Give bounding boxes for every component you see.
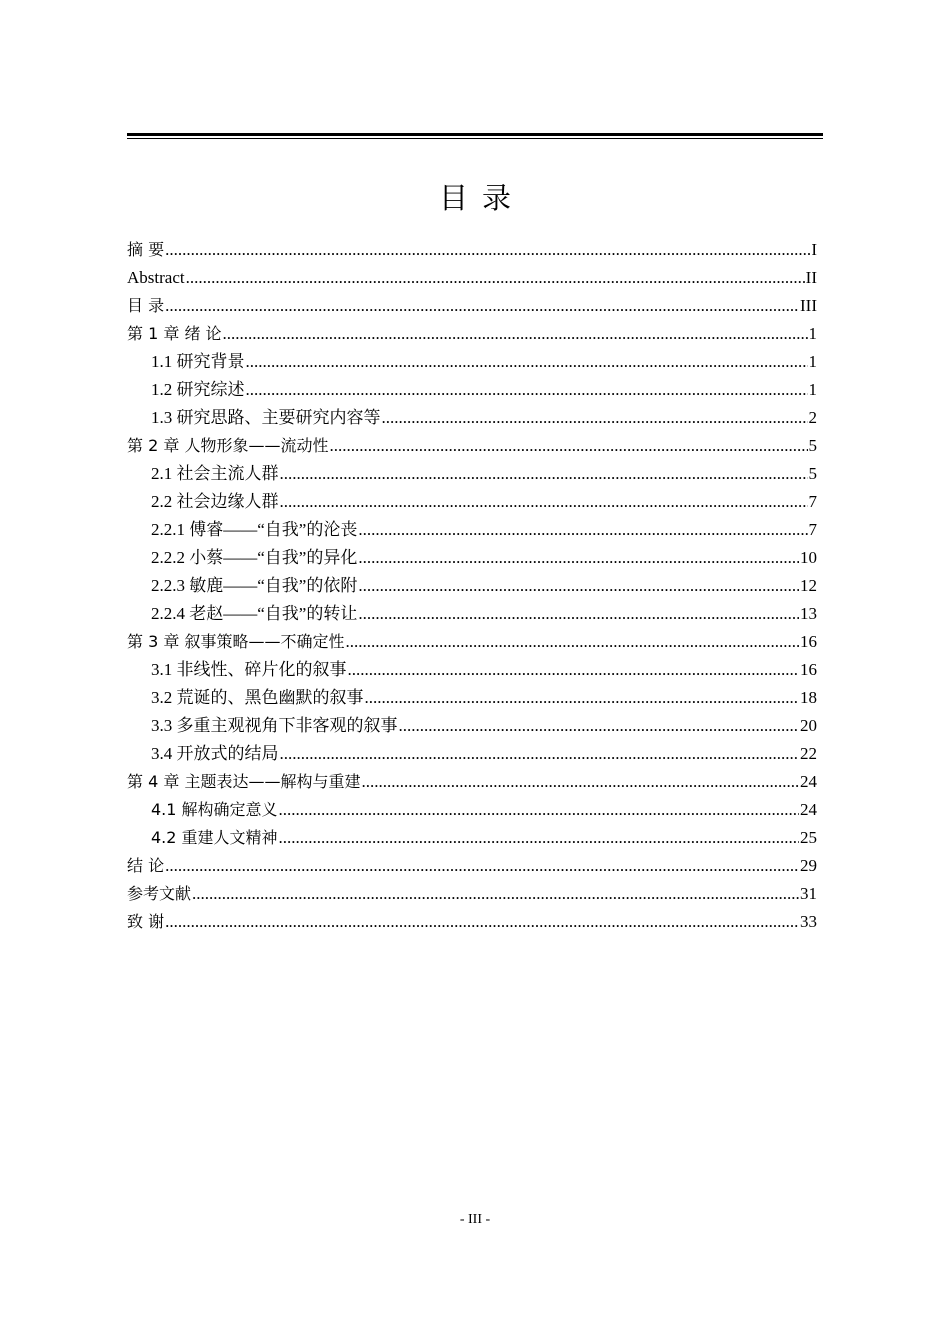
toc-entry[interactable] — [127, 404, 817, 432]
toc-entry-page-number: 22 — [800, 744, 817, 763]
toc-entry[interactable] — [127, 516, 817, 544]
toc-entry-label: 参考文献 — [127, 884, 192, 903]
toc-dot-leader — [382, 404, 808, 432]
toc-entry-label: 4.1 解构确定意义 — [151, 800, 278, 819]
toc-dot-leader — [348, 656, 800, 684]
toc-entry[interactable] — [127, 544, 817, 572]
toc-entry-label: 1.2 研究综述 — [151, 380, 245, 399]
toc-entry[interactable] — [127, 376, 817, 404]
toc-entry[interactable] — [127, 740, 817, 768]
toc-entry[interactable] — [127, 880, 817, 908]
toc-entry-label: 第 2 章 人物形象——流动性 — [127, 436, 329, 455]
toc-entry[interactable] — [127, 292, 817, 320]
toc-entry-page-number: 33 — [800, 912, 817, 931]
toc-entry[interactable] — [127, 432, 817, 460]
toc-entry[interactable] — [127, 320, 817, 348]
toc-dot-leader — [165, 236, 810, 264]
toc-dot-leader — [186, 264, 805, 292]
toc-entry[interactable] — [127, 656, 817, 684]
toc-entry-label: 4.2 重建人文精神 — [151, 828, 278, 847]
toc-entry[interactable] — [127, 572, 817, 600]
toc-entry-label: 3.3 多重主观视角下非客观的叙事 — [151, 716, 398, 735]
toc-dot-leader — [279, 796, 799, 824]
toc-entry[interactable] — [127, 824, 817, 852]
toc-dot-leader — [223, 320, 808, 348]
toc-entry[interactable] — [127, 460, 817, 488]
toc-dot-leader — [361, 768, 799, 796]
toc-entry-label: 第 4 章 主题表达——解构与重建 — [127, 772, 361, 791]
toc-entry-label: 目 录 — [127, 296, 165, 315]
toc-entry-page-number: 29 — [800, 856, 817, 875]
toc-entry-page-number: 25 — [800, 828, 817, 847]
toc-entry-label: 结 论 — [127, 856, 165, 875]
toc-dot-leader — [280, 740, 800, 768]
toc-dot-leader — [358, 516, 807, 544]
toc-entry[interactable] — [127, 488, 817, 516]
toc-dot-leader — [246, 376, 808, 404]
toc-entry-label: 摘 要 — [127, 240, 165, 259]
toc-entry-label: 致 谢 — [127, 912, 165, 931]
toc-entry[interactable] — [127, 236, 817, 264]
toc-entry[interactable] — [127, 712, 817, 740]
toc-dot-leader — [399, 712, 800, 740]
toc-dot-leader — [329, 432, 807, 460]
toc-entry[interactable] — [127, 908, 817, 936]
toc-dot-leader — [365, 684, 800, 712]
toc-entry-page-number: 1 — [808, 352, 817, 371]
toc-entry-label: 2.2.1 傅睿——“自我”的沦丧 — [151, 520, 358, 539]
toc-entry-page-number: 24 — [800, 800, 817, 819]
page-number-footer: - III - — [459, 1212, 491, 1227]
toc-entry[interactable] — [127, 348, 817, 376]
toc-entry-page-number: 7 — [808, 492, 817, 511]
toc-entry-page-number: III — [800, 296, 817, 315]
toc-entry-page-number: II — [805, 268, 817, 287]
toc-entry[interactable] — [127, 628, 817, 656]
toc-entry[interactable] — [127, 796, 817, 824]
toc-dot-leader — [165, 852, 799, 880]
toc-entry-page-number: 2 — [808, 408, 817, 427]
toc-entry-label: 2.2 社会边缘人群 — [151, 492, 279, 511]
toc-entry[interactable] — [127, 852, 817, 880]
toc-entry-label: 第 1 章 绪 论 — [127, 324, 222, 343]
toc-dot-leader — [165, 908, 799, 936]
toc-entry-page-number: 13 — [800, 604, 817, 623]
toc-entry-page-number: I — [811, 240, 817, 259]
toc-dot-leader — [246, 348, 808, 376]
toc-entry-label: 1.3 研究思路、主要研究内容等 — [151, 408, 381, 427]
toc-dot-leader — [358, 600, 799, 628]
toc-entry-label: 3.2 荒诞的、黑色幽默的叙事 — [151, 688, 364, 707]
toc-entry[interactable] — [127, 768, 817, 796]
header-rule-thin — [127, 138, 823, 139]
toc-entry[interactable] — [127, 600, 817, 628]
toc-entry-label: 1.1 研究背景 — [151, 352, 245, 371]
toc-entry-page-number: 1 — [808, 324, 817, 343]
toc-entry-label: 3.4 开放式的结局 — [151, 744, 279, 763]
toc-dot-leader — [192, 880, 799, 908]
toc-entry-page-number: 7 — [808, 520, 817, 539]
toc-entry-label: 2.2.3 敏鹿——“自我”的依附 — [151, 576, 358, 595]
toc-dot-leader — [165, 292, 799, 320]
toc-dot-leader — [358, 544, 799, 572]
toc-entry-label: 3.1 非线性、碎片化的叙事 — [151, 660, 347, 679]
toc-dot-leader — [280, 460, 808, 488]
toc-entry-page-number: 5 — [808, 464, 817, 483]
toc-dot-leader — [345, 628, 799, 656]
table-of-contents — [127, 236, 817, 936]
header-rule-thick — [127, 133, 823, 136]
toc-entry-label: 2.2.2 小蔡——“自我”的异化 — [151, 548, 358, 567]
toc-entry-page-number: 16 — [800, 632, 817, 651]
toc-entry[interactable] — [127, 684, 817, 712]
toc-dot-leader — [279, 824, 799, 852]
toc-dot-leader — [358, 572, 799, 600]
toc-entry-page-number: 24 — [800, 772, 817, 791]
toc-dot-leader — [280, 488, 808, 516]
toc-entry-label: 2.1 社会主流人群 — [151, 464, 279, 483]
toc-entry-page-number: 5 — [808, 436, 817, 455]
toc-entry-page-number: 1 — [808, 380, 817, 399]
toc-entry-label: 第 3 章 叙事策略——不确定性 — [127, 632, 345, 651]
toc-entry-label: Abstract — [127, 268, 185, 287]
toc-entry-label: 2.2.4 老赵——“自我”的转让 — [151, 604, 358, 623]
page-title: 目录 — [438, 183, 525, 215]
toc-entry[interactable] — [127, 264, 817, 292]
toc-entry-page-number: 31 — [800, 884, 817, 903]
toc-entry-page-number: 16 — [800, 660, 817, 679]
toc-entry-page-number: 18 — [800, 688, 817, 707]
toc-entry-page-number: 12 — [800, 576, 817, 595]
toc-entry-page-number: 20 — [800, 716, 817, 735]
toc-entry-page-number: 10 — [800, 548, 817, 567]
